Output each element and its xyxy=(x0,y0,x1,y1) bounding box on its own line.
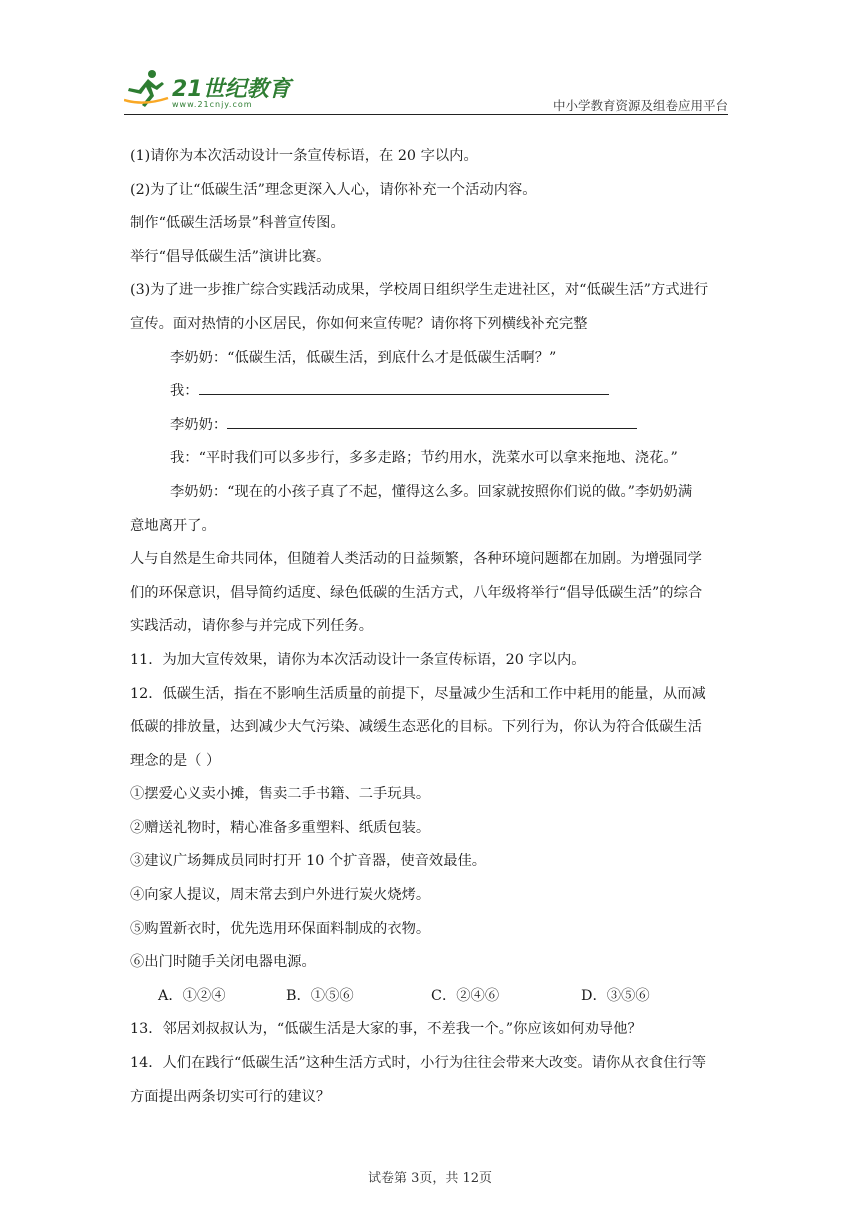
intro-line: 实践活动，请你参与并完成下列任务。 xyxy=(130,618,374,635)
text-line: 制作“低碳生活场景”科普宣传图。 xyxy=(130,215,345,232)
header-divider xyxy=(124,114,728,115)
question-13: 13．邻居刘叔叔认为，“低碳生活是大家的事，不差我一个。”你应该如何劝导他？ xyxy=(130,1021,642,1038)
dialogue-line: 李奶奶：“现在的小孩子真了不起，懂得这么多。回家就按照你们说的做。”李奶奶满 xyxy=(170,483,693,500)
runner-logo-icon xyxy=(124,68,170,108)
logo xyxy=(124,66,294,114)
question-14: 方面提出两条切实可行的建议？ xyxy=(130,1088,331,1105)
text-line: (3)为了进一步推广综合实践活动成果，学校周日组织学生走进社区，对“低碳生活”方式进行 xyxy=(130,282,709,299)
option-b[interactable]: B．①⑤⑥ xyxy=(286,987,354,1004)
logo-text: 21世纪教育 xyxy=(172,77,291,102)
answer-options xyxy=(130,980,730,1014)
dialogue-blank-grandma xyxy=(130,409,730,443)
page-header xyxy=(124,66,728,116)
text-line: (2)为了让“低碳生活”理念更深入人心，请你补充一个活动内容。 xyxy=(130,181,537,198)
answer-blank[interactable] xyxy=(199,378,609,395)
list-item: ③建议广场舞成员同时打开 10 个扩音器，使音效最佳。 xyxy=(130,853,487,870)
list-item: ⑥出门时随手关闭电器电源。 xyxy=(130,954,316,971)
dialogue-line: 李奶奶：“低碳生活，低碳生活，到底什么才是低碳生活啊？” xyxy=(170,349,557,366)
page-footer: 试卷第 3页，共 12页 xyxy=(367,1171,493,1186)
question-12: 12．低碳生活，指在不影响生活质量的前提下，尽量减少生活和工作中耗用的能量，从而减 xyxy=(130,685,706,702)
intro-line: 人与自然是生命共同体，但随着人类活动的日益频繁，各种环境问题都在加剧。为增强同学 xyxy=(130,551,702,568)
list-item: ②赠送礼物时，精心准备多重塑料、纸质包装。 xyxy=(130,819,431,836)
document-body xyxy=(130,140,730,1114)
question-14: 14．人们在践行“低碳生活”这种生活方式时，小行为往往会带来大改变。请你从衣食住行等 xyxy=(130,1055,707,1072)
question-11: 11．为加大宣传效果，请你为本次活动设计一条宣传标语，20 字以内。 xyxy=(130,651,586,668)
option-d[interactable]: D．③⑤⑥ xyxy=(581,987,650,1004)
platform-name: 中小学教育资源及组卷应用平台 xyxy=(552,98,728,113)
logo-url: www.21cnjy.com xyxy=(172,100,253,109)
option-c[interactable]: C．②④⑥ xyxy=(431,987,500,1004)
option-a[interactable]: A．①②④ xyxy=(158,987,226,1004)
intro-line: 们的环保意识，倡导简约适度、绿色低碳的生活方式，八年级将举行“倡导低碳生活”的综合 xyxy=(130,584,703,601)
list-item: ⑤购置新衣时，优先选用环保面料制成的衣物。 xyxy=(130,920,431,937)
list-item: ④向家人提议，周末常去到户外进行炭火烧烤。 xyxy=(130,887,431,904)
dialogue-blank-me xyxy=(130,375,730,409)
list-item: ①摆爱心义卖小摊，售卖二手书籍、二手玩具。 xyxy=(130,786,431,803)
question-12: 理念的是（ ） xyxy=(130,752,221,769)
answer-blank[interactable] xyxy=(227,412,637,429)
speaker-label: 我： xyxy=(170,383,199,400)
dialogue-line: 我：“平时我们可以多步行，多多走路；节约用水，洗菜水可以拿来拖地、浇花。” xyxy=(170,450,678,467)
text-line: 宣传。面对热情的小区居民，你如何来宣传呢？请你将下列横线补充完整 xyxy=(130,315,588,332)
dialogue-line: 意地离开了。 xyxy=(130,517,216,534)
question-12: 低碳的排放量，达到减少大气污染、减缓生态恶化的目标。下列行为，你认为符合低碳生活 xyxy=(130,719,702,736)
text-line: (1)请你为本次活动设计一条宣传标语，在 20 字以内。 xyxy=(130,148,478,164)
text-line: 举行“倡导低碳生活”演讲比赛。 xyxy=(130,248,331,265)
speaker-label: 李奶奶： xyxy=(170,416,228,433)
